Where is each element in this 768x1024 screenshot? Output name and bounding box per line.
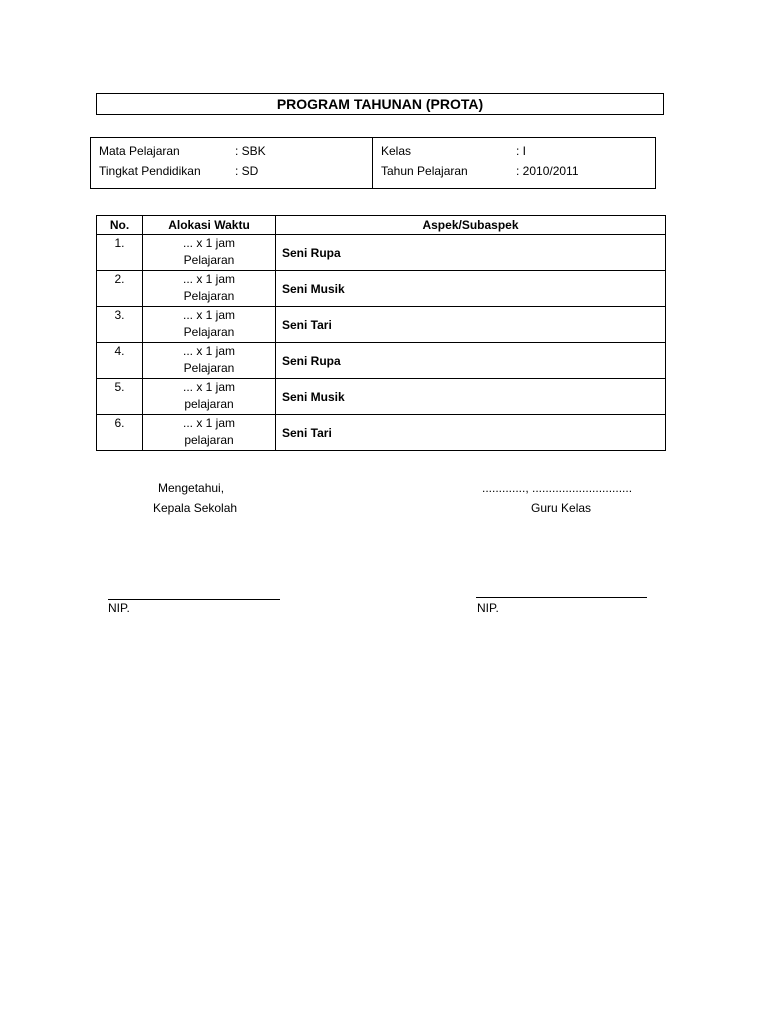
info-box: [90, 137, 656, 189]
table-header-row: [97, 216, 666, 235]
cell-alokasi-waktu: [143, 379, 276, 415]
cell-aspek: Seni Tari: [276, 307, 666, 343]
table-row: [97, 379, 666, 415]
header-no: No.: [97, 216, 143, 235]
signature-right-nip: NIP.: [477, 601, 499, 615]
cell-no: 6.: [97, 415, 143, 451]
cell-no: 1.: [97, 235, 143, 271]
info-label: Kelas: [381, 144, 412, 158]
cell-no: 3.: [97, 307, 143, 343]
table-row: [97, 343, 666, 379]
header-aspek-subaspek: Aspek/Subaspek: [276, 216, 666, 235]
info-value: : 2010/2011: [516, 164, 579, 178]
info-left-column: [91, 138, 373, 188]
alokasi-line-2: Pelajaran: [183, 361, 235, 375]
signature-left-mengetahui: Mengetahui,: [158, 481, 225, 495]
signature-left-line: [108, 599, 280, 600]
signature-right-line: [476, 597, 647, 598]
cell-alokasi-waktu: [143, 307, 276, 343]
alokasi-line-2: Pelajaran: [183, 253, 235, 267]
info-right-column: [373, 138, 655, 188]
cell-alokasi-waktu: [143, 235, 276, 271]
alokasi-line-1: ... x 1 jam: [182, 236, 235, 250]
table-row: [97, 415, 666, 451]
table-row: [97, 271, 666, 307]
info-label: Tahun Pelajaran: [381, 164, 468, 178]
info-label: Tingkat Pendidikan: [99, 164, 201, 178]
cell-no: 4.: [97, 343, 143, 379]
document-title-text: PROGRAM TAHUNAN (PROTA): [276, 96, 484, 112]
document-title: [96, 93, 664, 115]
table-row: [97, 307, 666, 343]
table-row: [97, 235, 666, 271]
alokasi-line-1: ... x 1 jam: [182, 416, 235, 430]
cell-aspek: Seni Musik: [276, 379, 666, 415]
cell-aspek: Seni Tari: [276, 415, 666, 451]
alokasi-line-1: ... x 1 jam: [182, 272, 235, 286]
prota-table: [96, 215, 666, 451]
cell-alokasi-waktu: [143, 271, 276, 307]
alokasi-line-2: Pelajaran: [183, 289, 235, 303]
signature-left-title: Kepala Sekolah: [153, 501, 238, 515]
info-label: Mata Pelajaran: [99, 144, 180, 158]
header-alokasi-waktu: Alokasi Waktu: [143, 216, 276, 235]
alokasi-line-1: ... x 1 jam: [182, 344, 235, 358]
info-value: : SBK: [235, 144, 266, 158]
cell-no: 5.: [97, 379, 143, 415]
signature-right-title: Guru Kelas: [531, 501, 592, 515]
cell-aspek: Seni Rupa: [276, 343, 666, 379]
signature-right-place-date: ............., ..............................: [482, 481, 633, 495]
alokasi-line-1: ... x 1 jam: [182, 380, 235, 394]
alokasi-line-2: Pelajaran: [183, 325, 235, 339]
cell-no: 2.: [97, 271, 143, 307]
cell-aspek: Seni Rupa: [276, 235, 666, 271]
cell-aspek: Seni Musik: [276, 271, 666, 307]
alokasi-line-2: pelajaran: [184, 397, 234, 411]
info-value: : I: [516, 144, 527, 158]
alokasi-line-1: ... x 1 jam: [182, 308, 235, 322]
cell-alokasi-waktu: [143, 415, 276, 451]
cell-alokasi-waktu: [143, 343, 276, 379]
alokasi-line-2: pelajaran: [184, 433, 234, 447]
info-value: : SD: [235, 164, 259, 178]
signature-left-nip: NIP.: [108, 601, 130, 615]
